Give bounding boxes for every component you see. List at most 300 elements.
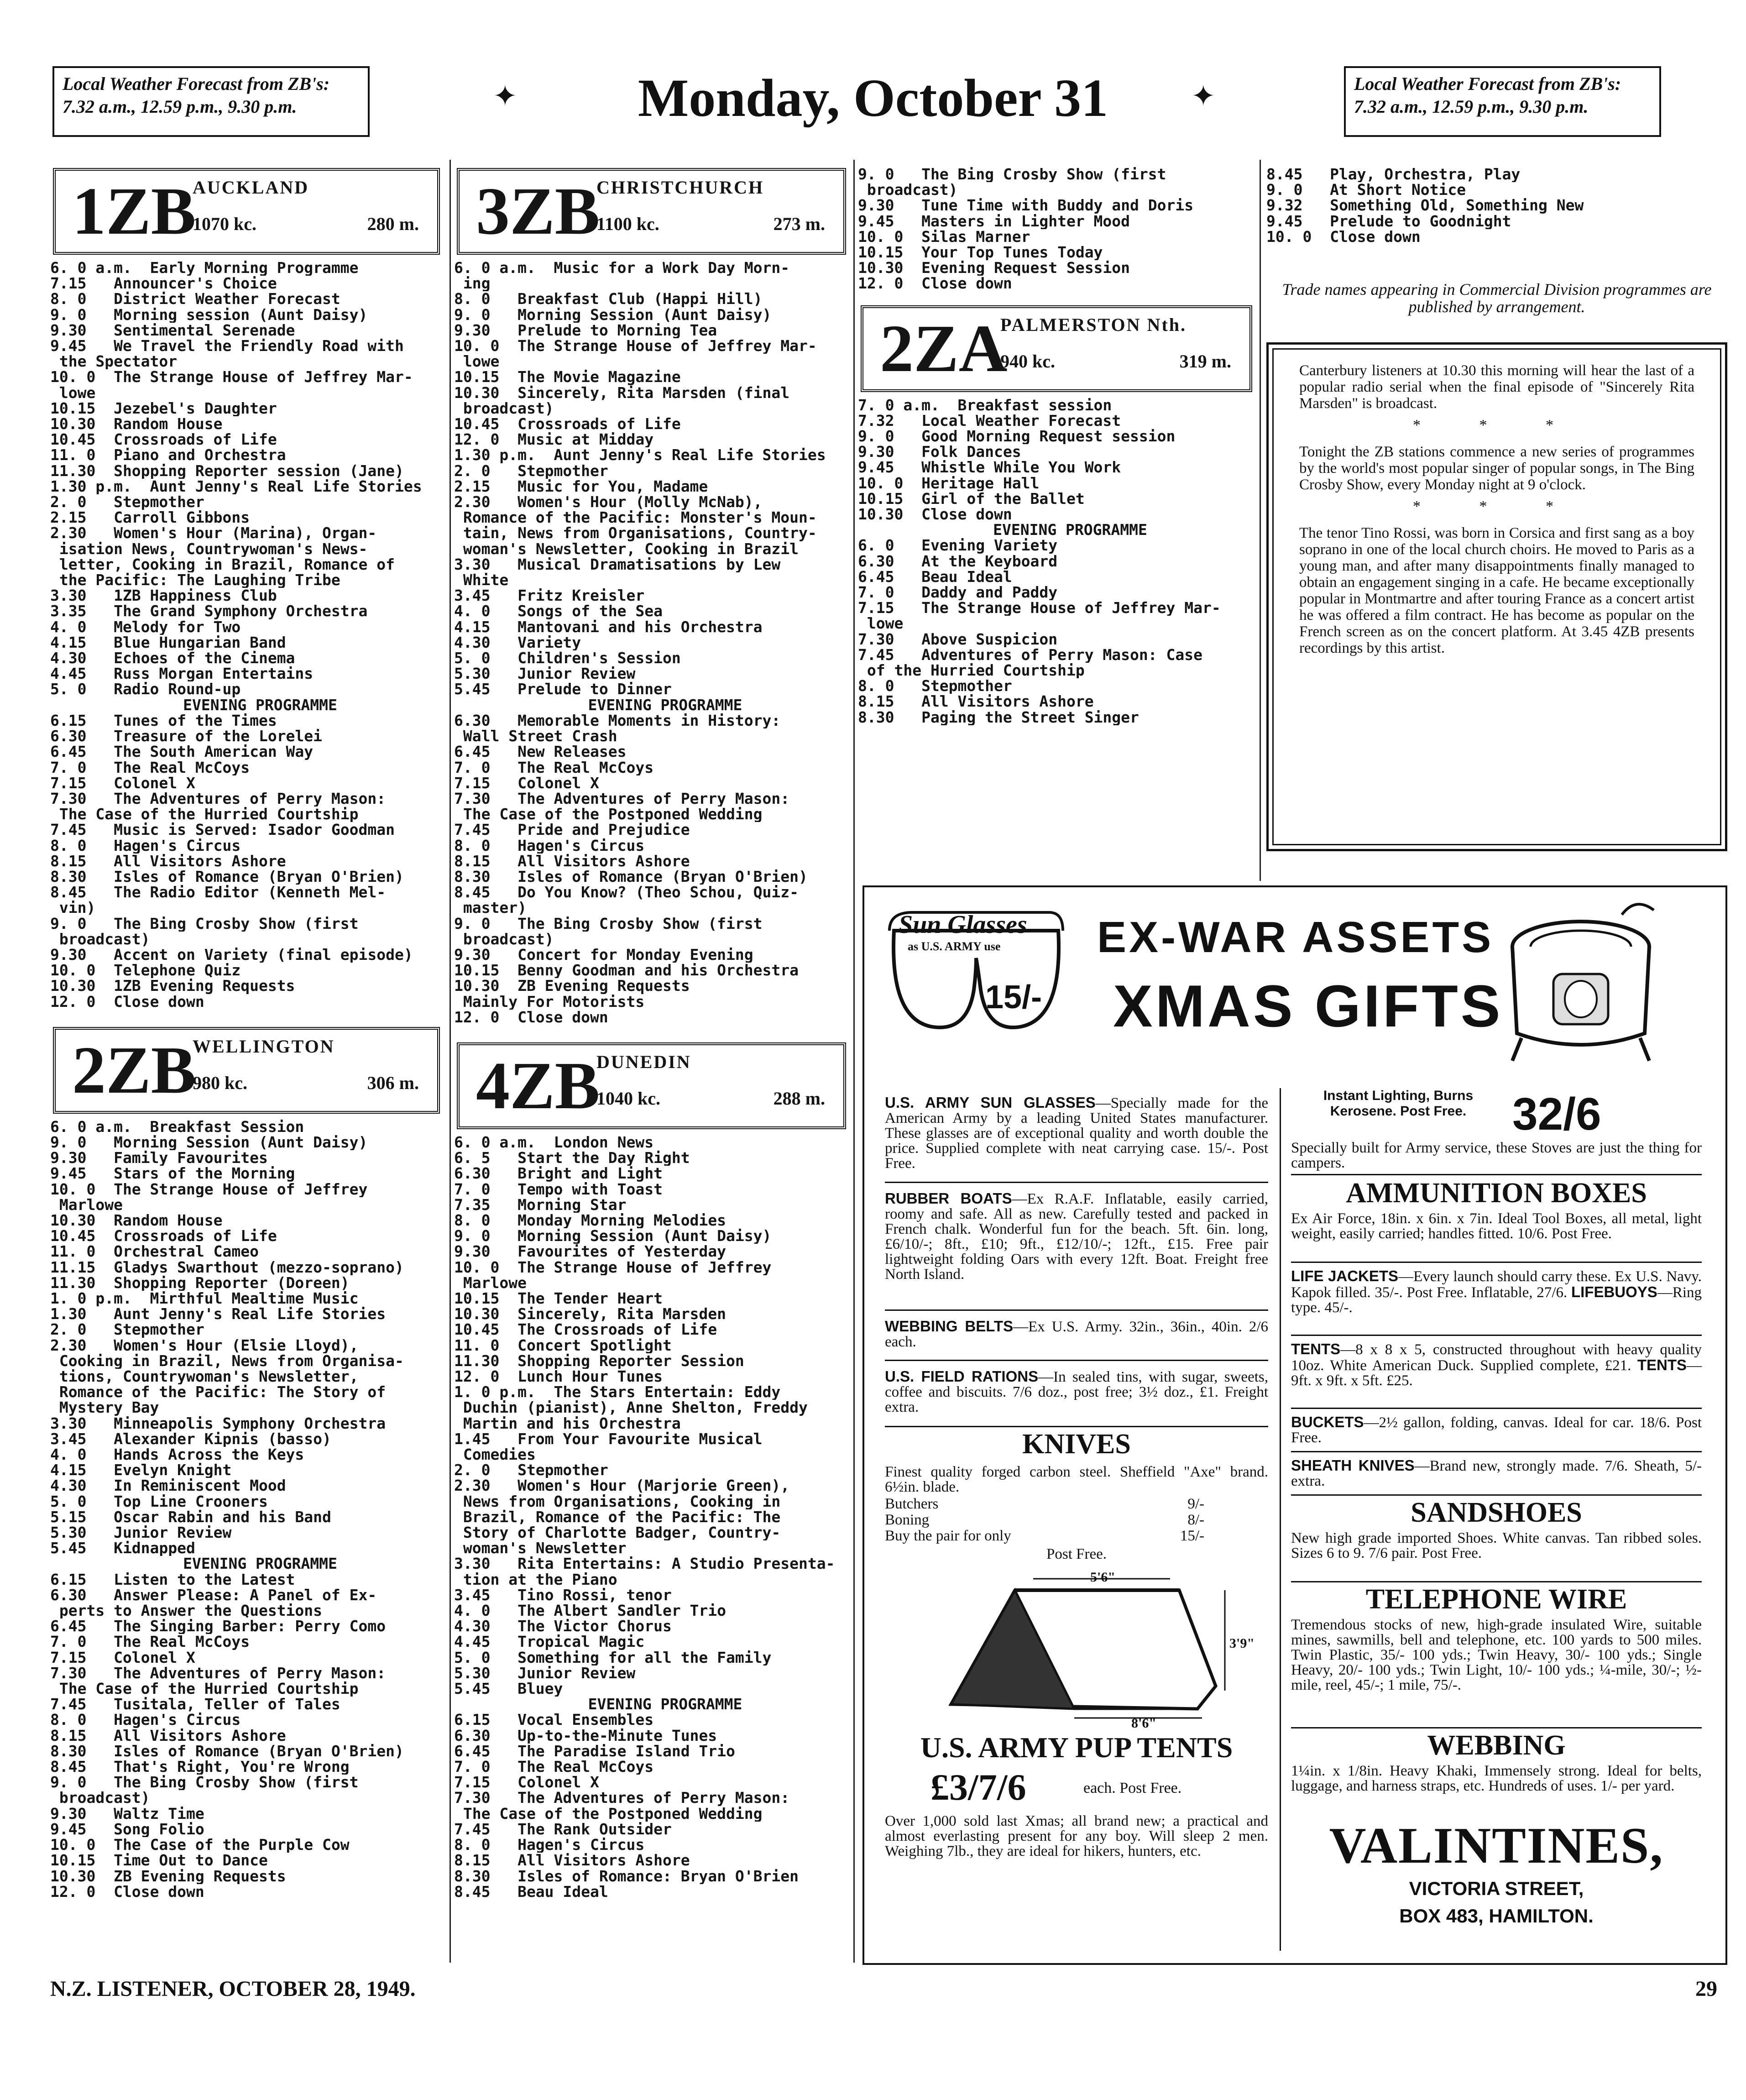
programme-line: 5.30 Junior Review [50,1525,232,1541]
programme-line: 5.45 Kidnapped [50,1540,195,1556]
programme-line: 8. 0 Hagen's Circus [454,838,645,854]
weather-forecast-line1: Local Weather Forecast from ZB's: [63,73,330,94]
programme-line: 9. 0 Morning session (Aunt Daisy) [50,307,368,323]
page-title: Monday, October 31 [638,68,1108,128]
programme-line: 10.15 The Tender Heart [454,1290,663,1307]
programme-line: 4.30 Variety [454,634,581,651]
pup-tents-heading: U.S. ARMY PUP TENTS [920,1731,1233,1764]
programme-line: 10.30 Sincerely, Rita Marsden (final [454,385,790,401]
programme-line: 7. 0 The Real McCoys [454,759,654,775]
programme-line: 3.45 Fritz Kreisler [454,588,645,604]
programme-line: perts to Answer the Questions [50,1603,323,1619]
programme-line: 8.30 Isles of Romance (Bryan O'Brien) [50,869,404,885]
item-text: —Ring type. 45/-. [1291,1284,1702,1316]
programme-line: 7.32 Local Weather Forecast [858,413,1121,429]
ammunition-boxes-heading: AMMUNITION BOXES [1346,1178,1647,1209]
programme-list-2zb [50,1119,443,1900]
programme-line: Duchin (pianist), Anne Shelton, Freddy [454,1400,808,1416]
divider [885,1309,1268,1311]
programme-line: 3.30 Rita Entertains: A Studio Presenta- [454,1556,835,1572]
programme-line: master) [454,900,527,916]
item-title: U.S. FIELD RATIONS [885,1368,1039,1385]
webbing-heading: WEBBING [1427,1730,1566,1761]
advert-heading: EX-WAR ASSETS [1097,913,1494,962]
programme-line: of the Hurried Courtship [858,663,1085,679]
programme-line: 10.15 Benny Goodman and his Orchestra [454,963,799,979]
ornament-left: ✦ [493,79,518,112]
programme-line: 5.30 Junior Review [454,1665,636,1681]
programme-line: 10. 0 The Case of the Purple Cow [50,1837,350,1853]
item-title: TENTS [1637,1356,1687,1373]
programme-line: 9. 0 The Bing Crosby Show (first [50,1775,359,1791]
programme-line: 8.30 Paging the Street Singer [858,709,1139,725]
programme-line: tain, News from Organisations, Country- [454,525,817,541]
programme-line: 7. 0 The Real McCoys [50,1634,250,1650]
programme-line: 9.30 Concert for Monday Evening [454,947,753,963]
programme-line: 9.45 We Travel the Friendly Road with [50,338,404,354]
knives-price-row [885,1529,1204,1544]
programme-line: 11. 0 Concert Spotlight [454,1337,672,1353]
programme-line: 5.30 Junior Review [454,666,636,682]
programme-line: 4. 0 Hands Across the Keys [50,1447,304,1463]
programme-line: 6.15 Vocal Ensembles [454,1712,654,1728]
pup-tents-price: £3/7/6 [931,1766,1026,1808]
programme-line: 5. 0 Something for all the Family [454,1650,772,1665]
programme-line: 9. 0 Morning Session (Aunt Daisy) [50,1134,368,1151]
column-rule [1260,160,1261,881]
programme-line: 3.35 The Grand Symphony Orchestra [50,603,368,619]
sandshoes-heading: SANDSHOES [1411,1497,1582,1528]
pup-tents-price-note: each. Post Free. [1083,1780,1182,1796]
sunglasses-price: 15/- [985,979,1042,1016]
programme-line: 10.30 Sincerely, Rita Marsden [454,1306,727,1322]
weather-forecast-line2: 7.32 a.m., 12.59 p.m., 9.30 p.m. [1354,96,1589,117]
tents-description [1291,1341,1702,1388]
page-number: 29 [1695,1977,1717,2001]
programme-line: 3.45 Alexander Kipnis (basso) [50,1431,331,1447]
programme-line: 8.45 Beau Ideal [454,1884,608,1900]
programme-line: 9.30 Favourites of Yesterday [454,1244,727,1260]
valintines-advertisement [863,885,1727,1965]
station-city: AUCKLAND [193,177,309,198]
programme-line: Marlowe [50,1197,123,1213]
programme-line: letter, Cooking in Brazil, Romance of [50,556,395,573]
editorial-paragraph: Tonight the ZB stations commence a new series of programmes by the world's most popular singer of popular songs, in The Bing Crosby Show, every Monday night at 9 o'clock. [1299,444,1694,493]
programme-line: 9. 0 The Bing Crosby Show (first [454,916,763,932]
buckets-description [1291,1414,1702,1445]
programme-line: 7. 0 a.m. Breakfast session [858,397,1112,413]
programme-line: 7.30 The Adventures of Perry Mason: [50,791,386,807]
programme-line: 8.15 All Visitors Ashore [454,853,690,869]
item-title: LIFE JACKETS [1291,1267,1399,1284]
programme-line: 4.30 Echoes of the Cinema [50,650,295,666]
programme-line: Wall Street Crash [454,728,617,744]
item-text: —In sealed tins, with sugar, sweets, coffee and biscuits. 7/6 doz., post free; 3½ doz., £1. Freight extra. [885,1369,1268,1415]
weather-forecast-line1: Local Weather Forecast from ZB's: [1354,73,1621,94]
programme-line: 7.35 Morning Star [454,1197,627,1213]
programme-line: 8. 0 District Weather Forecast [50,291,340,307]
programme-line: 6.30 Up-to-the-Minute Tunes [454,1728,717,1744]
programme-line: White [454,572,509,588]
programme-line: 9.30 Waltz Time [50,1806,204,1822]
programme-line: lowe [858,616,904,632]
knives-heading: KNIVES [1022,1429,1131,1460]
programme-line: 5.45 Bluey [454,1681,563,1697]
programme-line: broadcast) [454,400,554,417]
programme-line: 8.45 Do You Know? (Theo Schou, Quiz- [454,885,799,901]
programme-line: 9.30 Sentimental Serenade [50,322,295,339]
programme-list-1zb [50,260,443,1010]
station-box-2zb [53,1027,440,1114]
programme-line: 10.45 The Crossroads of Life [454,1322,717,1338]
programme-line: 8.30 Isles of Romance: Bryan O'Brien [454,1868,799,1884]
programme-line: 9.32 Something Old, Something New [1266,198,1584,214]
programme-line: broadcast) [50,931,150,947]
programme-list-4zb-continued [1266,167,1727,245]
evening-programme-heading: EVENING PROGRAMME [183,1556,337,1572]
programme-line: 9. 0 At Short Notice [1266,182,1466,198]
station-city: WELLINGTON [193,1036,335,1057]
programme-line: 8. 0 Monday Morning Melodies [454,1212,727,1229]
programme-line: 4. 0 The Albert Sandler Trio [454,1603,727,1619]
rubber-boats-description [885,1191,1268,1282]
programme-list-3zb [454,260,849,1025]
programme-line: vin) [50,900,96,916]
programme-line: The Case of the Hurried Courtship [50,806,359,822]
programme-line: 9.45 Whistle While You Work [858,460,1121,476]
programme-line: 5.45 Prelude to Dinner [454,681,672,697]
programme-line: 9.30 Accent on Variety (final episode) [50,947,413,963]
programme-line: 2.15 Carroll Gibbons [50,510,250,526]
divider [1291,1262,1702,1263]
programme-line: 10. 0 The Strange House of Jeffrey [454,1259,772,1275]
programme-line: 4.45 Russ Morgan Entertains [50,666,314,682]
programme-line: 10. 0 Telephone Quiz [50,963,241,979]
programme-line: 3.45 Tino Rossi, tenor [454,1587,672,1603]
programme-line: 12. 0 Close down [50,994,204,1010]
programme-line: 7.15 The Strange House of Jeffrey Mar- [858,600,1221,616]
programme-line: Mainly For Motorists [454,994,645,1010]
item-text: —Every launch should carry these. Ex U.S. Navy. Kapok filled. 35/-. Post Free. Inflatable, 27/6. [1291,1268,1702,1301]
divider [885,1182,1268,1183]
programme-line: 7.15 Colonel X [454,1775,599,1791]
programme-line: broadcast) [454,931,554,947]
kerosene-stove-icon [1485,896,1677,1070]
divider [885,1360,1268,1361]
programme-line: 11. 0 Piano and Orchestra [50,447,286,463]
item-price: 8/- [1187,1512,1204,1528]
programme-line: 10.30 1ZB Evening Requests [50,978,295,994]
programme-line: 6. 5 Start the Day Right [454,1150,690,1166]
programme-line: 1.30 p.m. Aunt Jenny's Real Life Stories [454,447,826,463]
programme-line: 9. 0 Good Morning Request session [858,429,1176,445]
programme-line: 6. 0 a.m. London News [454,1134,654,1151]
trade-names-note: Trade names appearing in Commercial Division programmes are published by arrangement. [1282,280,1712,316]
pup-tent-icon [924,1572,1243,1723]
programme-line: 12. 0 Lunch Hour Tunes [454,1369,663,1385]
programme-line: tions, Countrywoman's Newsletter, [50,1369,359,1385]
programme-line: 8. 0 Hagen's Circus [50,838,241,854]
column-2 [454,164,849,1900]
programme-line: 12. 0 Close down [858,276,1012,292]
station-call-sign: 3ZB [476,174,600,249]
programme-line: 12. 0 Close down [454,1009,608,1025]
station-wavelength: 273 m. [773,214,825,234]
programme-line: 10.30 Evening Request Session [858,260,1130,276]
station-wavelength: 280 m. [367,214,419,234]
programme-line: 9. 0 Morning Session (Aunt Daisy) [454,1228,772,1244]
station-frequency: 980 kc. [193,1072,247,1093]
weather-forecast-line2: 7.32 a.m., 12.59 p.m., 9.30 p.m. [63,96,297,117]
column-rule [853,160,855,1963]
ornament-right: ✦ [1191,79,1216,112]
programme-line: 7.30 The Adventures of Perry Mason: [454,791,790,807]
programme-line: 11. 0 Orchestral Cameo [50,1244,259,1260]
programme-line: 9. 0 The Bing Crosby Show (first [50,916,359,932]
programme-line: 12. 0 Close down [50,1884,204,1900]
separator-stars: * * * [1413,498,1581,515]
programme-line: 10.15 Jezebel's Daughter [50,400,277,417]
station-city: DUNEDIN [596,1051,691,1072]
station-city: CHRISTCHURCH [596,177,764,198]
programme-line: Romance of the Pacific: Monster's Moun- [454,510,817,526]
programme-line: 1. 0 p.m. The Stars Entertain: Eddy [454,1384,781,1400]
item-text: —9ft. x 9ft. x 5ft. £25. [1291,1357,1702,1389]
programme-line: 10.15 Girl of the Ballet [858,491,1085,507]
station-frequency: 1070 kc. [193,214,256,234]
weather-forecast-box-left [52,66,370,137]
programme-line: ing [454,276,491,292]
programme-line: 7.45 Tusitala, Teller of Tales [50,1697,340,1712]
programme-line: 10. 0 The Strange House of Jeffrey Mar- [454,338,817,354]
programme-line: The Case of the Hurried Courtship [50,1681,359,1697]
programme-line: 7. 0 Daddy and Paddy [858,585,1058,601]
programme-list-3zb-continued [858,167,1255,292]
programme-line: 2.30 Women's Hour (Elsie Lloyd), [50,1337,359,1353]
footer-publication: N.Z. LISTENER, OCTOBER 28, 1949. [50,1977,416,2001]
advert-heading: XMAS GIFTS [1113,973,1503,1039]
divider [1291,1581,1702,1582]
programme-line: 6. 0 a.m. Breakfast Session [50,1119,304,1135]
programme-line: 8. 0 Hagen's Circus [50,1712,241,1728]
knives-description: Finest quality forged carbon steel. Sheffield "Axe" brand. 6½in. blade. [885,1464,1268,1495]
programme-line: 9.30 Family Favourites [50,1150,268,1166]
programme-line: 8.15 All Visitors Ashore [858,694,1094,710]
programme-line: 8. 0 Hagen's Circus [454,1837,645,1853]
programme-line: Cooking in Brazil, News from Organisa- [50,1353,404,1369]
programme-line: 10. 0 Heritage Hall [858,475,1040,491]
programme-line: 6. 0 Evening Variety [858,538,1058,554]
station-city: PALMERSTON Nth. [1000,314,1187,335]
evening-programme-heading: EVENING PROGRAMME [588,697,742,713]
station-box-3zb [457,168,846,255]
programme-line: 8. 0 Breakfast Club (Happi Hill) [454,291,763,307]
programme-line: 8.45 The Radio Editor (Kenneth Mel- [50,885,386,901]
station-wavelength: 306 m. [367,1072,419,1093]
knives-price-row [885,1513,1204,1528]
editorial-box [1266,342,1727,851]
programme-line: the Spectator [50,354,178,370]
programme-line: 8.30 Isles of Romance (Bryan O'Brien) [454,869,808,885]
programme-line: 8.15 All Visitors Ashore [454,1853,690,1869]
station-frequency: 1040 kc. [596,1088,660,1109]
programme-line: 9.45 Song Folio [50,1821,204,1838]
evening-programme-heading: EVENING PROGRAMME [588,1697,742,1712]
programme-line: 7.15 Announcer's Choice [50,276,277,292]
programme-line: 9.45 Masters in Lighter Mood [858,213,1130,229]
item-text: —Specially made for the American Army by a leading United States manufacturer. These glasses are of exceptional quality and worth double the price. Supplied complete with neat carrying case. 15/-. Post Free. [885,1095,1268,1172]
item-title: SHEATH KNIVES [1291,1457,1415,1474]
evening-programme-heading: EVENING PROGRAMME [183,697,337,713]
station-frequency: 940 kc. [1000,351,1055,372]
item-text: —2½ gallon, folding, canvas. Ideal for car. 18/6. Post Free. [1291,1414,1702,1446]
station-call-sign: 2ZA [880,311,1008,386]
divider [1291,1494,1702,1496]
programme-line: 2.30 Women's Hour (Marina), Organ- [50,525,377,541]
item-label: Butchers [885,1496,939,1512]
programme-line: 7.45 The Rank Outsider [454,1821,672,1838]
programme-line: Romance of the Pacific: The Story of [50,1384,386,1400]
programme-line: 2.15 Music for You, Madame [454,478,708,495]
column-4 [1266,167,1727,245]
programme-line: 6.30 At the Keyboard [858,553,1058,569]
column-1 [50,164,443,1900]
knives-post-free: Post Free. [1046,1546,1107,1562]
programme-line: 3.30 Musical Dramatisations by Lew [454,556,781,573]
item-text: —Ex U.S. Army. 32in., 36in., 40in. 2/6 each. [885,1319,1268,1350]
programme-line: 6.45 The Paradise Island Trio [454,1743,735,1760]
programme-line: tion at the Piano [454,1571,617,1587]
programme-line: 7. 0 The Real McCoys [454,1759,654,1775]
programme-line: 6.30 Bright and Light [454,1166,663,1182]
programme-line: 2.30 Women's Hour (Molly McNab), [454,494,763,510]
programme-line: 4. 0 Melody for Two [50,619,241,635]
item-title: TENTS [1291,1341,1341,1357]
programme-line: 6.30 Treasure of the Lorelei [50,728,323,744]
sandshoes-description: New high grade imported Shoes. White canvas. Tan ribbed soles. Sizes 6 to 9. 7/6 pair. Post Free. [1291,1530,1702,1561]
programme-line: The Case of the Postponed Wedding [454,1806,763,1822]
programme-line: 4.30 In Reminiscent Mood [50,1478,286,1494]
sheath-knives-description [1291,1458,1702,1489]
programme-line: 2. 0 Stepmother [50,1322,204,1338]
programme-line: Marlowe [454,1275,527,1291]
programme-line: 10.15 The Movie Magazine [454,369,681,385]
programme-line: 10.15 Time Out to Dance [50,1853,268,1869]
valintines-box: BOX 483, HAMILTON. [1399,1905,1594,1927]
tent-dimension: 8'6" [1131,1716,1156,1731]
programme-line: 7.30 The Adventures of Perry Mason: [454,1790,790,1806]
station-box-2za [861,305,1252,392]
programme-line: 10.30 Close down [858,507,1012,523]
programme-line: 7.15 Colonel X [50,1650,195,1665]
item-title: RUBBER BOATS [885,1190,1012,1207]
programme-line: 7.45 Music is Served: Isador Goodman [50,822,395,838]
programme-line: 6.45 New Releases [454,744,627,760]
programme-line: 10.30 Random House [50,416,223,432]
programme-line: 7.30 The Adventures of Perry Mason: [50,1665,386,1681]
weather-forecast-box-right [1344,66,1661,137]
programme-line: 6.15 Tunes of the Times [50,712,277,729]
programme-line: 1.30 Aunt Jenny's Real Life Stories [50,1306,386,1322]
item-title: BUCKETS [1291,1414,1364,1430]
telephone-wire-heading: TELEPHONE WIRE [1365,1584,1627,1615]
programme-line: 7.45 Adventures of Perry Mason: Case [858,647,1202,663]
programme-line: 8.15 All Visitors Ashore [50,853,286,869]
programme-line: 9.30 Prelude to Morning Tea [454,322,717,339]
programme-line: 10. 0 Silas Marner [858,229,1030,245]
webbing-belts-description [885,1319,1268,1350]
item-text: —8 x 8 x 5, constructed throughout with heavy quality 10oz. White American Duck. Supplied complete, £21. [1291,1341,1702,1374]
item-label: Boning [885,1512,930,1528]
programme-line: 10.30 ZB Evening Requests [454,978,690,994]
valintines-street: VICTORIA STREET, [1409,1878,1584,1899]
station-box-4zb [457,1042,846,1129]
advert-column-rule [1280,1088,1281,1951]
divider [1291,1408,1702,1409]
programme-line: 6.45 Beau Ideal [858,569,1012,585]
programme-line: 3.30 Minneapolis Symphony Orchestra [50,1415,386,1431]
programme-line: 6.30 Memorable Moments in History: [454,712,781,729]
programme-line: 6. 0 a.m. Music for a Work Day Morn- [454,260,790,276]
item-title: LIFEBUOYS [1571,1283,1657,1300]
column-rule [450,160,451,1963]
editorial-paragraph: The tenor Tino Rossi, was born in Corsica and first sang as a boy soprano in one of the local church choirs. He moved to Paris as a young man, and after many disappointments finally managed to obtain an engagement singing in a cafe. He became exceptionally popular in Montmartre and after touring France as a concert artist he was offered a film contract. He has become as popular on the French screen as on the concert platform. At 3.45 4ZB presents recordings by this artist. [1299,525,1694,656]
programme-line: 2. 0 Stepmother [50,494,204,510]
programme-line: 1. 0 p.m. Mirthful Mealtime Music [50,1290,359,1307]
programme-line: 2. 0 Stepmother [454,463,608,479]
programme-line: 10. 0 The Strange House of Jeffrey Mar- [50,369,413,385]
programme-line: 9.30 Folk Dances [858,444,1021,460]
programme-line: 6.15 Listen to the Latest [50,1571,295,1587]
webbing-description: 1¼in. x 1/8in. Heavy Khaki, Immensely strong. Ideal for belts, luggage, and harness straps, etc. Hundreds of uses. 1/- per yard. [1291,1763,1702,1794]
tent-dimension: 3'9" [1229,1636,1255,1651]
programme-line: 7.15 Colonel X [50,775,195,791]
column-3 [858,167,1255,725]
programme-line: 8.15 All Visitors Ashore [50,1728,286,1744]
programme-line: 11.15 Gladys Swarthout (mezzo-soprano) [50,1259,404,1275]
programme-line: broadcast) [858,182,958,198]
programme-line: 5. 0 Children's Session [454,650,681,666]
programme-line: 4.15 Mantovani and his Orchestra [454,619,763,635]
programme-line: 1.45 From Your Favourite Musical [454,1431,763,1447]
programme-line: 2. 0 Stepmother [454,1462,608,1478]
programme-line: Story of Charlotte Badger, Country- [454,1525,781,1541]
separator-stars: * * * [1413,417,1581,434]
programme-line: 9.45 Stars of the Morning [50,1166,295,1182]
programme-line: 10.15 Your Top Tunes Today [858,245,1103,261]
programme-line: 10.30 Random House [50,1212,223,1229]
programme-line: 10. 0 The Strange House of Jeffrey [50,1181,368,1197]
programme-line: 10. 0 Close down [1266,229,1421,245]
field-rations-description [885,1369,1268,1415]
programme-line: 9.30 Tune Time with Buddy and Doris [858,198,1194,214]
programme-line: 5. 0 Top Line Crooners [50,1493,268,1509]
station-wavelength: 319 m. [1179,351,1231,372]
programme-list-4zb [454,1135,849,1900]
evening-programme-heading: EVENING PROGRAMME [993,522,1147,538]
item-price: 9/- [1187,1496,1204,1512]
programme-line: 8.45 That's Right, You're Wrong [50,1759,350,1775]
programme-line: 6. 0 a.m. Early Morning Programme [50,260,359,276]
programme-line: 9. 0 Morning Session (Aunt Daisy) [454,307,772,323]
programme-line: 7. 0 Tempo with Toast [454,1181,663,1197]
programme-line: broadcast) [50,1790,150,1806]
station-box-1zb [53,168,440,255]
programme-line: 10.30 ZB Evening Requests [50,1868,286,1884]
stove-description: Specially built for Army service, these Stoves are just the thing for campers. [1291,1140,1702,1171]
item-title: WEBBING BELTS [885,1318,1014,1335]
programme-line: 10.45 Crossroads of Life [50,1228,277,1244]
